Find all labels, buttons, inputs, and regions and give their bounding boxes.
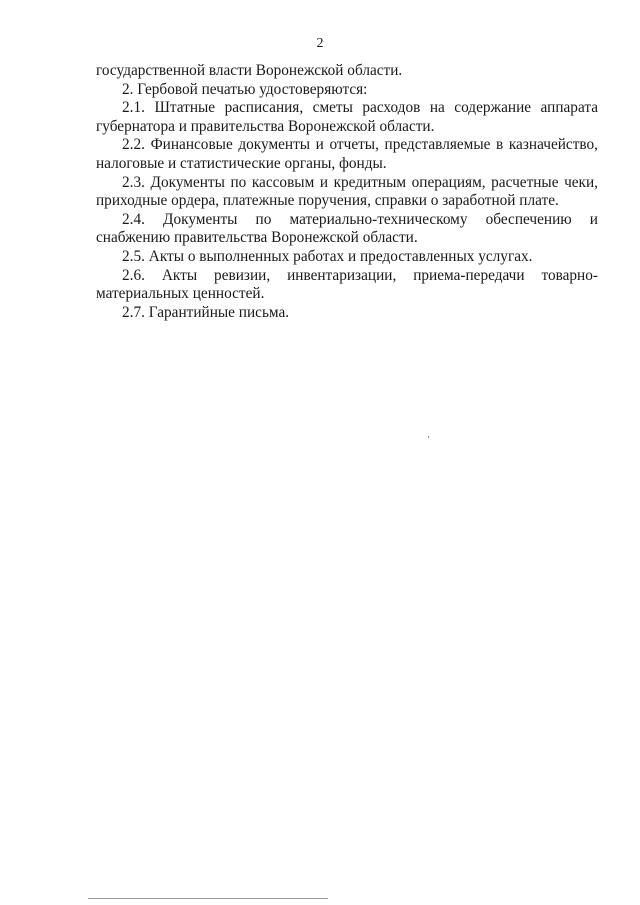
paragraph-2-2: 2.2. Финансовые документы и отчеты, представляемые в казначейство, налоговые и статистические органы, фонды. xyxy=(96,136,598,172)
paragraph-2-5: 2.5. Акты о выполненных работах и предоставленных услугах. xyxy=(122,247,533,265)
page-number: 2 xyxy=(316,36,324,51)
paragraph-continuation: государственной власти Воронежской области. xyxy=(96,62,403,79)
paragraph-2-7: 2.7. Гарантийные письма. xyxy=(122,303,290,321)
paragraph-2-4: 2.4. Документы по материально-техническому обеспечению и снабжению правительства Воронежской области. xyxy=(96,210,598,247)
paragraph-2-1: 2.1. Штатные расписания, сметы расходов на содержание аппарата губернатора и правительства Воронежской области. xyxy=(96,99,598,135)
scan-speck xyxy=(428,436,429,438)
paragraph-2-3: 2.3. Документы по кассовым и кредитным операциям, расчетные чеки, приходные ордера, платежные поручения, справки о заработной плате. xyxy=(96,173,598,210)
paragraph-2-6: 2.6. Акты ревизии, инвентаризации, приема-передачи товарно-материальных ценностей. xyxy=(96,266,598,303)
document-body xyxy=(96,62,598,322)
bottom-rule xyxy=(88,898,328,899)
paragraph-2: 2. Гербовой печатью удостоверяются: xyxy=(122,80,368,98)
